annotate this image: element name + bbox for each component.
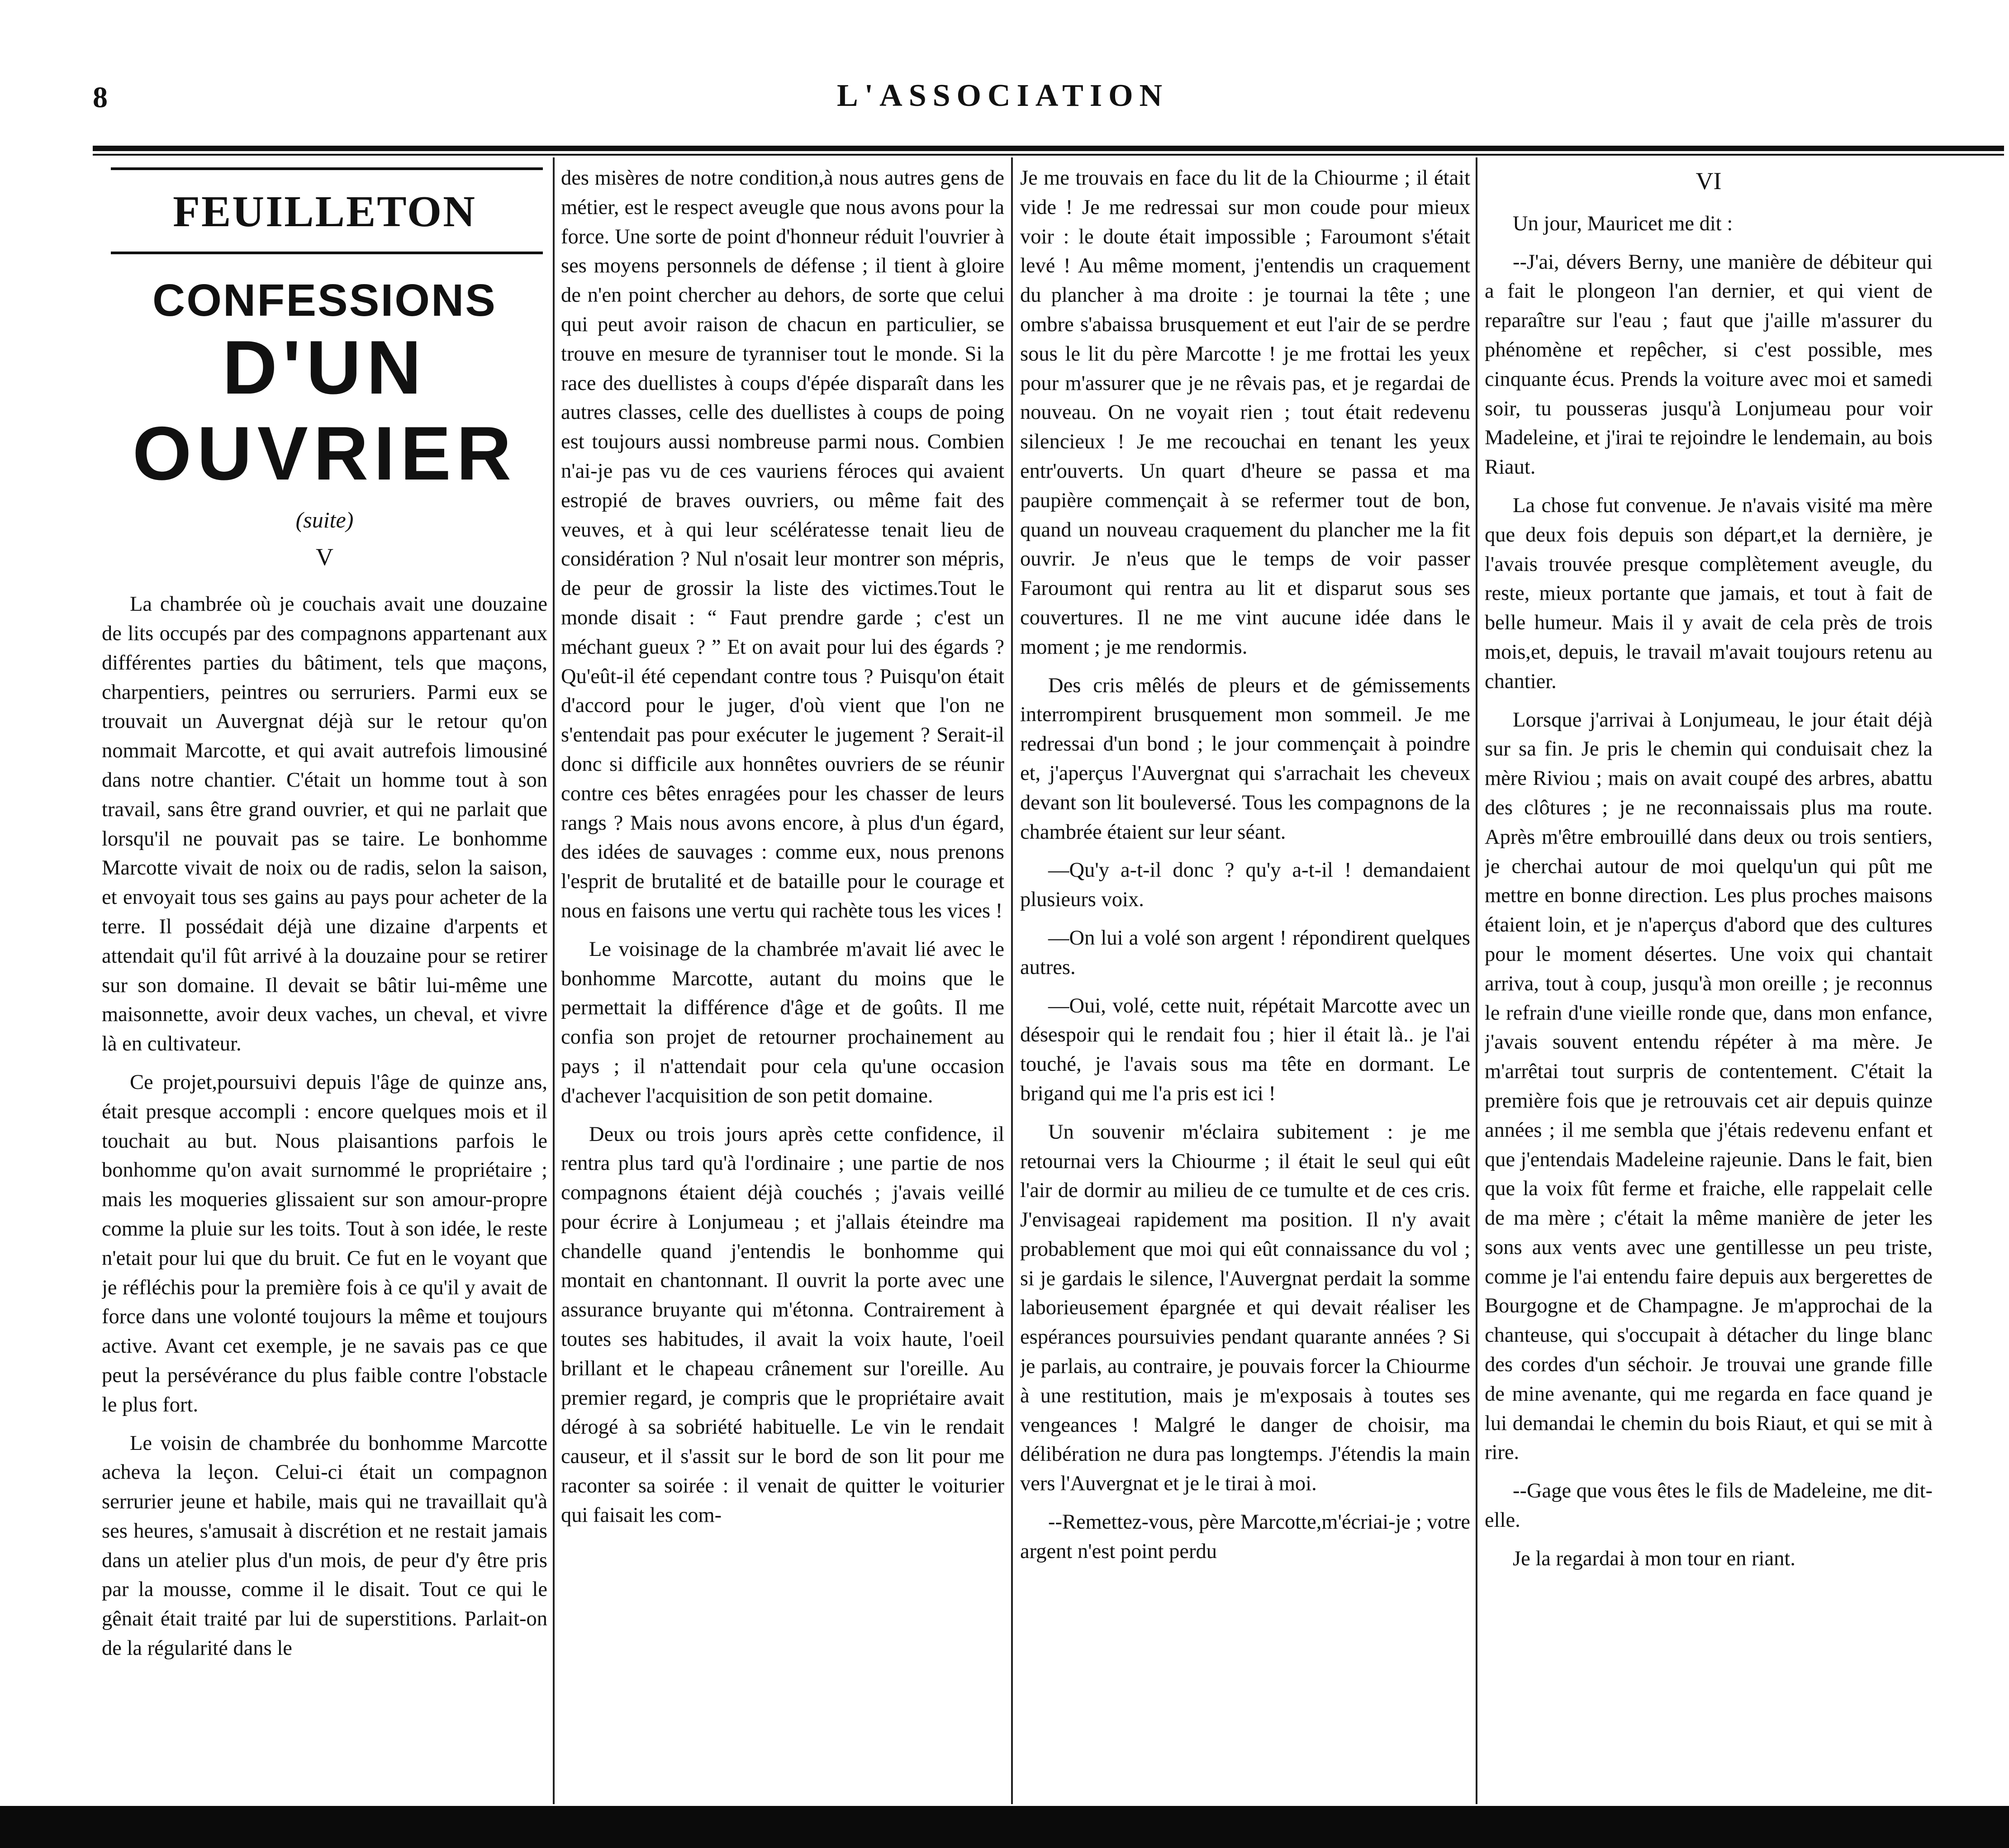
paragraph: Deux ou trois jours après cette confidence, il rentra plus tard qu'à l'ordinaire ; une partie de nos compagnons étaient déjà couchés ; j'avais veillé pour écrire à Lonjumeau ; et j'allais éteindre ma chandelle quand j'entendis le bonhomme qui montait en chantonnant. Il ouvrit la porte avec une assurance bruyante qui m'étonna. Contrairement à toutes ses habitudes, il avait la voix haute, l'oeil brillant et le chapeau crânement sur l'oreille. Au premier regard, je compris que le propriétaire avait dérogé à sa sobriété habituelle. Le vin le rendait causeur, et il s'assit sur le bord de son lit pour me raconter sa soirée : il venait de quitter le voiturier qui faisait les com- — [561, 1122, 1004, 1527]
column-divider-3 — [1476, 157, 1477, 1804]
column-1 — [102, 164, 547, 1806]
column-2 — [561, 164, 1004, 1806]
paragraph: Ce projet,poursuivi depuis l'âge de quinze ans, était presque accompli : encore quelques mois et il touchait au but. Nous plaisantions parfois le bonhomme qu'on avait surnommé le propriétaire ; mais les moqueries glissaient sur son amour-propre comme la pluie sur les toits. Tout à son idée, le reste n'etait pour lui que du bruit. Ce fut en le voyant que je réfléchis pour la première fois à ce qu'il y avait de force dans une volonté toujours la même et toujours active. Avant cet exemple, je ne savais pas ce que peut la persévérance du plus faible contre l'obstacle le plus fort. — [102, 1070, 547, 1416]
column-4 — [1485, 164, 1933, 1806]
suite-label: (suite) — [295, 507, 354, 532]
paragraph: Le voisinage de la chambrée m'avait lié avec le bonhomme Marcotte, autant du moins que le permettait la différence d'âge et de goûts. Il me confia son projet de retourner prochainement au pays ; il n'attendait pour cela qu'une occasion d'achever l'acquisition de son petit domaine. — [561, 937, 1004, 1107]
masthead: L'ASSOCIATION — [837, 78, 1169, 113]
paragraph: --Gage que vous êtes le fils de Madeleine, me dit-elle. — [1485, 1479, 1933, 1532]
paragraph: —Oui, volé, cette nuit, répétait Marcotte avec un désespoir qui le rendait fou ; hier il était là.. je l'ai touché, je l'avais sous ma tête en dormant. Le brigand qui me l'a pris est ici ! — [1020, 994, 1470, 1105]
scan-bottom-edge — [0, 1806, 2009, 1848]
paragraph: Un souvenir m'éclaira subitement : je me retournai vers la Chiourme ; il était le seul qui eût l'air de dormir au milieu de ce tumulte et de ces cris. J'envisageai rapidement ma position. Il n'y avait probablement que moi qui eût connaissance du vol ; si je gardais le silence, l'Auvergnat perdait la somme laborieusement épargnée et qui devait réaliser les espérances poursuivies pendant quarante années ? Si je parlais, au contraire, je pouvais forcer la Chiourme à une restitution, mais je m'exposais à toutes ses vengeances ! Malgré le danger de choisir, ma délibération ne dura pas longtemps. J'étendis la main vers l'Auvergnat et je le tirai à moi. — [1020, 1120, 1470, 1496]
paragraph: Des cris mêlés de pleurs et de gémissements interrompirent brusquement mon sommeil. Je me redressai d'un bond ; le jour commençait à poindre et, j'aperçus l'Auvergnat qui s'arrachait les cheveux devant son lit bouleversé. Tous les compagnons de la chambrée étaient sur leur séant. — [1020, 674, 1470, 844]
header-rule-thick — [93, 146, 2004, 151]
column-3 — [1020, 164, 1470, 1806]
feuilleton-bottom-rule — [111, 252, 543, 254]
column-divider-2 — [1011, 157, 1013, 1804]
feuilleton-top-rule — [111, 167, 543, 170]
paragraph: —Qu'y a-t-il donc ? qu'y a-t-il ! demandaient plusieurs voix. — [1020, 859, 1470, 912]
paragraph: La chose fut convenue. Je n'avais visité ma mère que deux fois depuis son départ,et la dernière, je l'avais trouvée presque complètement aveugle, du reste, mieux portante que jamais, et tout à fait de belle humeur. Mais il y avait de cela près de trois mois,et, depuis, le travail m'avait toujours retenu au chantier. — [1485, 494, 1933, 693]
header-rule-thin — [93, 154, 2004, 156]
story-title-line1: CONFESSIONS — [152, 275, 497, 326]
paragraph: --Remettez-vous, père Marcotte,m'écriai-je ; votre argent n'est point perdu — [1020, 1511, 1470, 1563]
paragraph: --J'ai, dévers Berny, une manière de débiteur qui a fait le plongeon l'an dernier, et qui vient de reparaître sur l'eau ; faut que j'aille m'assurer du phénomène et repêcher, si c'est possible, mes cinquante écus. Prends la voiture avec moi et samedi soir, tu pousseras jusqu'à Lonjumeau pour voir Madeleine, et j'irai te rejoindre le lendemain, au bois Riaut. — [1485, 250, 1933, 479]
story-title-line2: D'UN OUVRIER — [132, 324, 517, 496]
paragraph: Je la regardai à mon tour en riant. — [1513, 1547, 1795, 1570]
chapter-number: VI — [1696, 167, 1722, 195]
paragraph: La chambrée où je couchais avait une douzaine de lits occupés par des compagnons appartenant aux différentes parties du bâtiment, tels que maçons, charpentiers, peintres ou serruriers. Parmi eux se trouvait un Auvergnat déjà sur le retour qu'on nommait Marcotte, et qui avait autrefois limousiné dans notre chantier. C'était un homme tout à son travail, sans être grand ouvrier, et qui ne parlait que lorsqu'il ne pouvait pas se taire. Le bonhomme Marcotte vivait de noix ou de radis, selon la saison, et envoyait tous ses gains au pays pour acheter de la terre. Il possédait déjà une dizaine d'arpents et attendait qu'il fût arrivé à la douzaine pour se retirer sur son domaine. Il devait se bâtir lui-même une maisonnette, avoir deux vaches, un cheval, et vivre là en cultivateur. — [102, 593, 547, 1056]
paragraph: Lorsque j'arrivai à Lonjumeau, le jour était déjà sur sa fin. Je pris le chemin qui conduisait chez la mère Riviou ; mais on avait coupé des arbres, abattu des clôtures ; je ne reconnaissais plus ma route. Après m'être embrouillé dans deux ou trois sentiers, je cherchai autour de moi quelqu'un qui pût me mettre en bonne direction. Les plus proches maisons étaient loin, et je n'aperçus d'abord que des cultures pour le moment désertes. Une voix qui chantait arriva, tout à coup, jusqu'à mon oreille ; je reconnus le refrain d'une vieille ronde que, dans mon enfance, j'avais souvent entendu répéter à ma mère. Je m'arrêtai tout surpris de contentement. C'était la première fois que je retrouvais cet air depuis quinze années ; il me sembla que j'étais redevenu enfant et que j'entendais Madeleine rajeunie. Dans le fait, bien que la voix fût ferme et fraiche, elle rappelait celle de ma mère ; c'était la même manière de jeter les sons aux vents avec une gentillesse un peu triste, comme je l'ai entendu faire depuis aux bergerettes de Bourgogne et de Champagne. Je m'approchai de la chanteuse, qui s'occupait à détacher du linge blanc des cordes d'un séchoir. Je trouvai une grande fille de mine avenante, qui me regarda en face quand je lui demandai le chemin du bois Riaut, et qui se mit à rire. — [1485, 708, 1933, 1464]
paragraph: Un jour, Mauricet me dit : — [1513, 212, 1733, 235]
page-number: 8 — [93, 81, 108, 114]
paragraph: Le voisin de chambrée du bonhomme Marcotte acheva la leçon. Celui-ci était un compagnon serrurier jeune et habile, mais qui ne travaillait qu'à ses heures, s'amusait à discrétion et ne restait jamais dans un atelier plus d'un mois, de peur d'y être pris par la mousse, comme il le disait. Tout ce qui le gênait était traité par lui de superstitions. Parlait-on de la régularité dans le — [102, 1431, 547, 1660]
paragraph: des misères de notre condition,à nous autres gens de métier, est le respect aveugle que nous avons pour la force. Une sorte de point d'honneur réduit l'ouvrier à ses moyens personnels de défense ; il tient à gloire de n'en point chercher au dehors, de sorte que celui qui peut avoir raison de chacun en particulier, se trouve en mesure de tyranniser tout le monde. Si la race des duellistes à coups d'épée disparaît dans les autres classes, celle des duellistes à coups de poing est toujours aussi nombreuse parmi nous. Combien n'ai-je pas vu de ces vauriens féroces qui avaient estropié de braves ouvriers, ou même fait des veuves, et à qui leur scélératesse tenait lieu de considération ? Nul n'osait leur montrer son mépris, de peur de grossir la liste des victimes.Tout le monde disait : “ Faut prendre garde ; c'est un méchant gueux ? ” Et on avait pour lui des égards ? Qu'eût-il été cependant contre tous ? Puisqu'on était d'accord pour le juger, d'où vient que l'on ne s'entendait pas pour exécuter le jugement ? Serait-il donc si difficile aux honnêtes ouvriers de se réunir contre ces bêtes enragées pour les chasser de leurs rangs ? Mais nous avons encore, à plus d'un égard, des idées de sauvages : comme eux, nous prenons l'esprit de brutalité et de bataille pour le courage et nous en faisons une vertu qui rachète tous les vices ! — [561, 166, 1004, 922]
column-divider-1 — [553, 157, 555, 1804]
paragraph: Je me trouvais en face du lit de la Chiourme ; il était vide ! Je me redressai sur mon coude pour mieux voir : le doute était impossible ; Faroumont s'était levé ! Au même moment, j'entendis un craquement du plancher à ma droite : je tournai la tête ; une ombre s'abaissa brusquement et eut l'air de se perdre sous le lit du père Marcotte ! je me frottai les yeux pour m'assurer que je ne rêvais pas, et je regardai de nouveau. On ne voyait rien ; tout était redevenu silencieux ! Je me recouchai en tenant les yeux entr'ouverts. Un quart d'heure se passa et ma paupière commençait à se refermer tout de bon, quand un nouveau craquement du plancher me la fit ouvrir. Je n'eus que le temps de voir passer Faroumont qui rentra au lit et disparut sous ses couvertures. Il ne me vint aucune idée dans le moment ; je me rendormis. — [1020, 166, 1470, 659]
paragraph: —On lui a volé son argent ! répondirent quelques autres. — [1020, 926, 1470, 979]
section-heading: FEUILLETON — [173, 187, 476, 236]
chapter-number: V — [316, 543, 333, 571]
